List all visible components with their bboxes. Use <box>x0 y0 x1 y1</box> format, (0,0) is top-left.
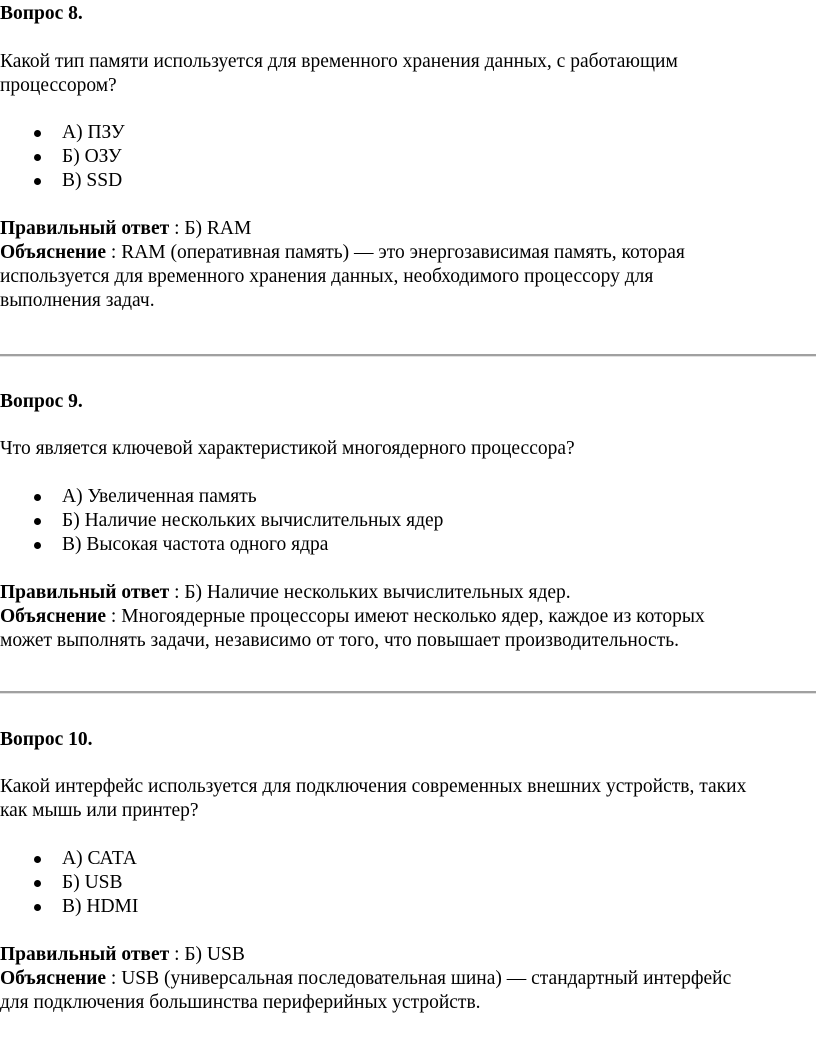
option-label: В) HDMI <box>62 896 139 917</box>
question-title: Вопрос 8. <box>0 3 83 24</box>
answer-options <box>0 847 138 919</box>
option-item <box>0 509 443 533</box>
correct-answer <box>0 581 800 605</box>
option-item <box>0 847 138 871</box>
question-text <box>0 775 800 823</box>
correct-answer-value: : Б) USB <box>169 944 245 965</box>
bullet-icon <box>34 130 41 137</box>
bullet-icon <box>34 856 41 863</box>
answer-block <box>0 943 800 1015</box>
explanation <box>0 967 800 991</box>
option-item <box>0 121 125 145</box>
horizontal-rule <box>0 691 816 694</box>
correct-answer-value: : Б) Наличие нескольких вычислительных ядер. <box>169 582 571 603</box>
question-text <box>0 437 800 461</box>
correct-answer-label: Правильный ответ <box>0 218 170 239</box>
correct-answer-label: Правильный ответ <box>0 582 170 603</box>
bullet-icon <box>34 542 41 549</box>
explanation-text: : USB (универсальная последовательная шина) — стандартный интерфейс <box>106 968 732 989</box>
option-label: В) Высокая частота одного ядра <box>62 534 329 555</box>
bullet-icon <box>34 178 41 185</box>
explanation-text: : RAM (оперативная память) — это энергозависимая память, которая <box>106 242 685 263</box>
option-label: А) ПЗУ <box>62 122 125 143</box>
explanation-line: выполнения задач. <box>0 290 155 311</box>
bullet-icon <box>34 880 41 887</box>
option-item <box>0 169 125 193</box>
explanation-line: используется для временного хранения данных, необходимого процессору для <box>0 266 654 287</box>
question-title: Вопрос 9. <box>0 391 83 412</box>
option-label: А) Увеличенная память <box>62 486 257 507</box>
explanation-text: : Многоядерные процессоры имеют несколько ядер, каждое из которых <box>106 606 705 627</box>
answer-block <box>0 581 800 653</box>
bullet-icon <box>34 494 41 501</box>
correct-answer-label: Правильный ответ <box>0 944 170 965</box>
bullet-icon <box>34 904 41 911</box>
question-text-line: Что является ключевой характеристикой многоядерного процессора? <box>0 438 575 459</box>
option-item <box>0 871 138 895</box>
correct-answer <box>0 217 800 241</box>
explanation-label: Объяснение <box>0 242 107 263</box>
option-label: А) САТА <box>62 848 137 869</box>
explanation-line: для подключения большинства периферийных устройств. <box>0 992 481 1013</box>
explanation <box>0 605 800 629</box>
option-label: Б) USB <box>62 872 123 893</box>
question-title: Вопрос 10. <box>0 729 93 750</box>
explanation-line: может выполнять задачи, независимо от того, что повышает производительность. <box>0 630 680 651</box>
explanation <box>0 241 800 265</box>
explanation-label: Объяснение <box>0 606 107 627</box>
option-label: Б) Наличие нескольких вычислительных ядер <box>62 510 444 531</box>
answer-block <box>0 217 800 313</box>
option-item <box>0 485 443 509</box>
correct-answer <box>0 943 800 967</box>
question-text-line: Какой интерфейс используется для подключения современных внешних устройств, таких <box>0 776 747 797</box>
horizontal-rule <box>0 354 816 357</box>
question-text-line: как мышь или принтер? <box>0 800 199 821</box>
option-item <box>0 145 125 169</box>
option-item <box>0 895 138 919</box>
answer-options <box>0 485 443 557</box>
option-label: Б) ОЗУ <box>62 146 122 167</box>
correct-answer-value: : Б) RAM <box>169 218 252 239</box>
bullet-icon <box>34 154 41 161</box>
option-item <box>0 533 443 557</box>
explanation-label: Объяснение <box>0 968 107 989</box>
answer-options <box>0 121 125 193</box>
option-label: В) SSD <box>62 170 123 191</box>
question-text-line: процессором? <box>0 75 117 96</box>
question-text <box>0 50 800 98</box>
bullet-icon <box>34 518 41 525</box>
question-text-line: Какой тип памяти используется для временного хранения данных, с работающим <box>0 51 678 72</box>
